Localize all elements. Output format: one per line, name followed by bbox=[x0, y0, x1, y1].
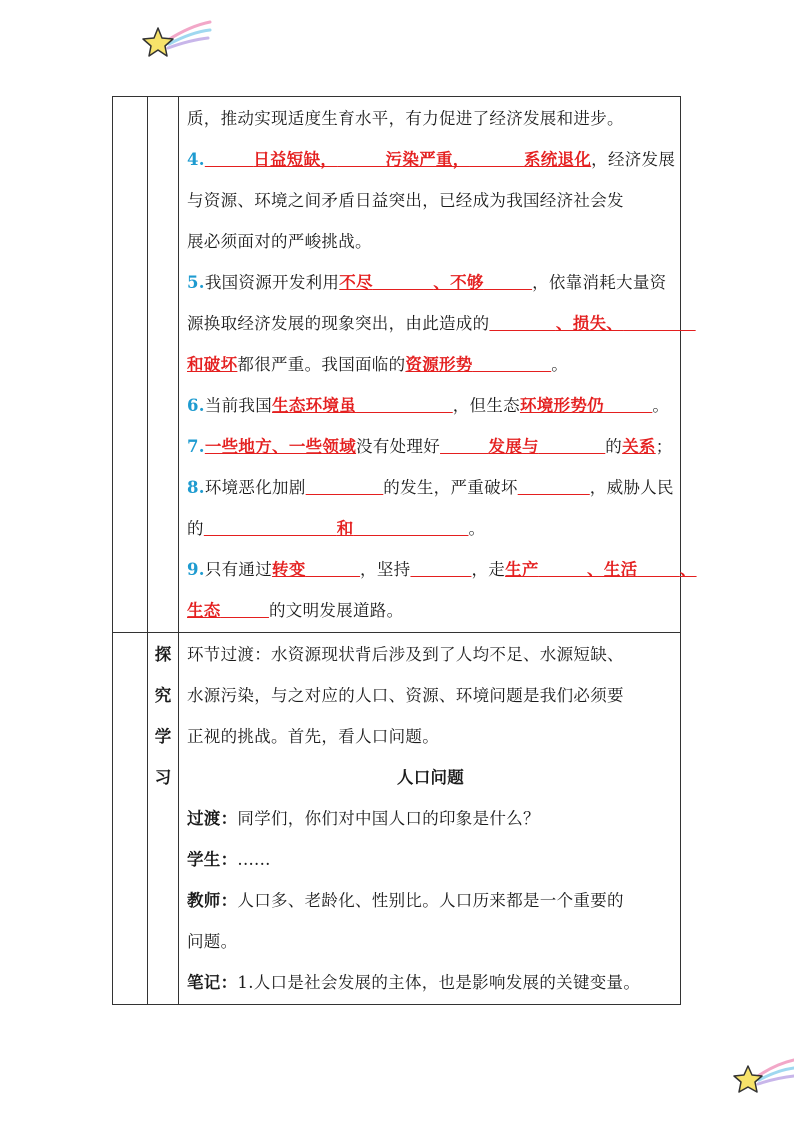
section-label-char: 学 bbox=[154, 727, 172, 746]
text-line: 质，推动实现适度生育水平，有力促进了经济发展和进步。 bbox=[187, 109, 624, 128]
section-heading: 人口问题 bbox=[396, 768, 465, 787]
item-6: 6.当前我国生态环境虽 ，但生态环境形势仍 。 bbox=[187, 396, 670, 415]
item-4: 4. 日益短缺， 污染严重， 系统退化，经济发展 bbox=[187, 150, 676, 169]
text-line: 与资源、环境之间矛盾日益突出，已经成为我国经济社会发 bbox=[187, 191, 624, 210]
section-label-char: 探 bbox=[154, 645, 172, 664]
cell-blank-2 bbox=[148, 97, 179, 633]
dialogue-student: 学生：...... bbox=[187, 850, 271, 869]
transition-line: 水源污染，与之对应的人口、资源、环境问题是我们必须要 bbox=[187, 686, 624, 705]
lesson-table bbox=[112, 96, 697, 1005]
table-row-upper bbox=[113, 97, 681, 633]
cell-content-lower bbox=[179, 633, 681, 1005]
item-9: 9.只有通过转变 ，坚持 ，走生产 、生活 、 bbox=[187, 560, 697, 579]
item-5: 5.我国资源开发利用不尽 、不够 ，依靠消耗大量资 bbox=[187, 273, 667, 292]
item-5-line2: 源换取经济发展的现象突出，由此造成的 、损失、 bbox=[187, 314, 624, 333]
item-9-line2: 生态 的文明发展道路。 bbox=[187, 601, 404, 620]
shooting-star-icon bbox=[140, 18, 212, 60]
cell-blank-3 bbox=[113, 633, 148, 1005]
shooting-star-icon-bottom bbox=[732, 1056, 794, 1096]
table-row-lower bbox=[113, 633, 681, 1005]
transition-line: 环节过渡：水资源现状背后涉及到了人均不足、水源短缺、 bbox=[187, 645, 624, 664]
transition-line: 正视的挑战。首先，看人口问题。 bbox=[187, 727, 439, 746]
text-line: 展必须面对的严峻挑战。 bbox=[187, 232, 372, 251]
cell-blank-1 bbox=[113, 97, 148, 633]
item-8: 8.环境恶化加剧 的发生，严重破坏 ，威胁人民 bbox=[187, 478, 674, 497]
dialogue-teacher: 教师：人口多、老龄化、性别比。人口历来都是一个重要的 bbox=[187, 891, 624, 910]
section-label-char: 习 bbox=[154, 768, 172, 787]
cell-section-label bbox=[148, 633, 179, 1005]
section-label-char: 究 bbox=[154, 686, 172, 705]
note-line: 笔记：1.人口是社会发展的主体，也是影响发展的关键变量。 bbox=[187, 973, 641, 992]
item-5-line3: 和破坏都很严重。我国面临的资源形势 。 bbox=[187, 355, 568, 374]
cell-content-upper bbox=[179, 97, 697, 633]
dialogue-teacher-cont: 问题。 bbox=[187, 932, 238, 951]
item-8-line2: 的 和 。 bbox=[187, 519, 486, 538]
item-7: 7.一些地方、一些领域没有处理好 发展与 的关系； bbox=[187, 437, 673, 456]
dialogue-transition: 过渡：同学们，你们对中国人口的印象是什么？ bbox=[187, 809, 540, 828]
